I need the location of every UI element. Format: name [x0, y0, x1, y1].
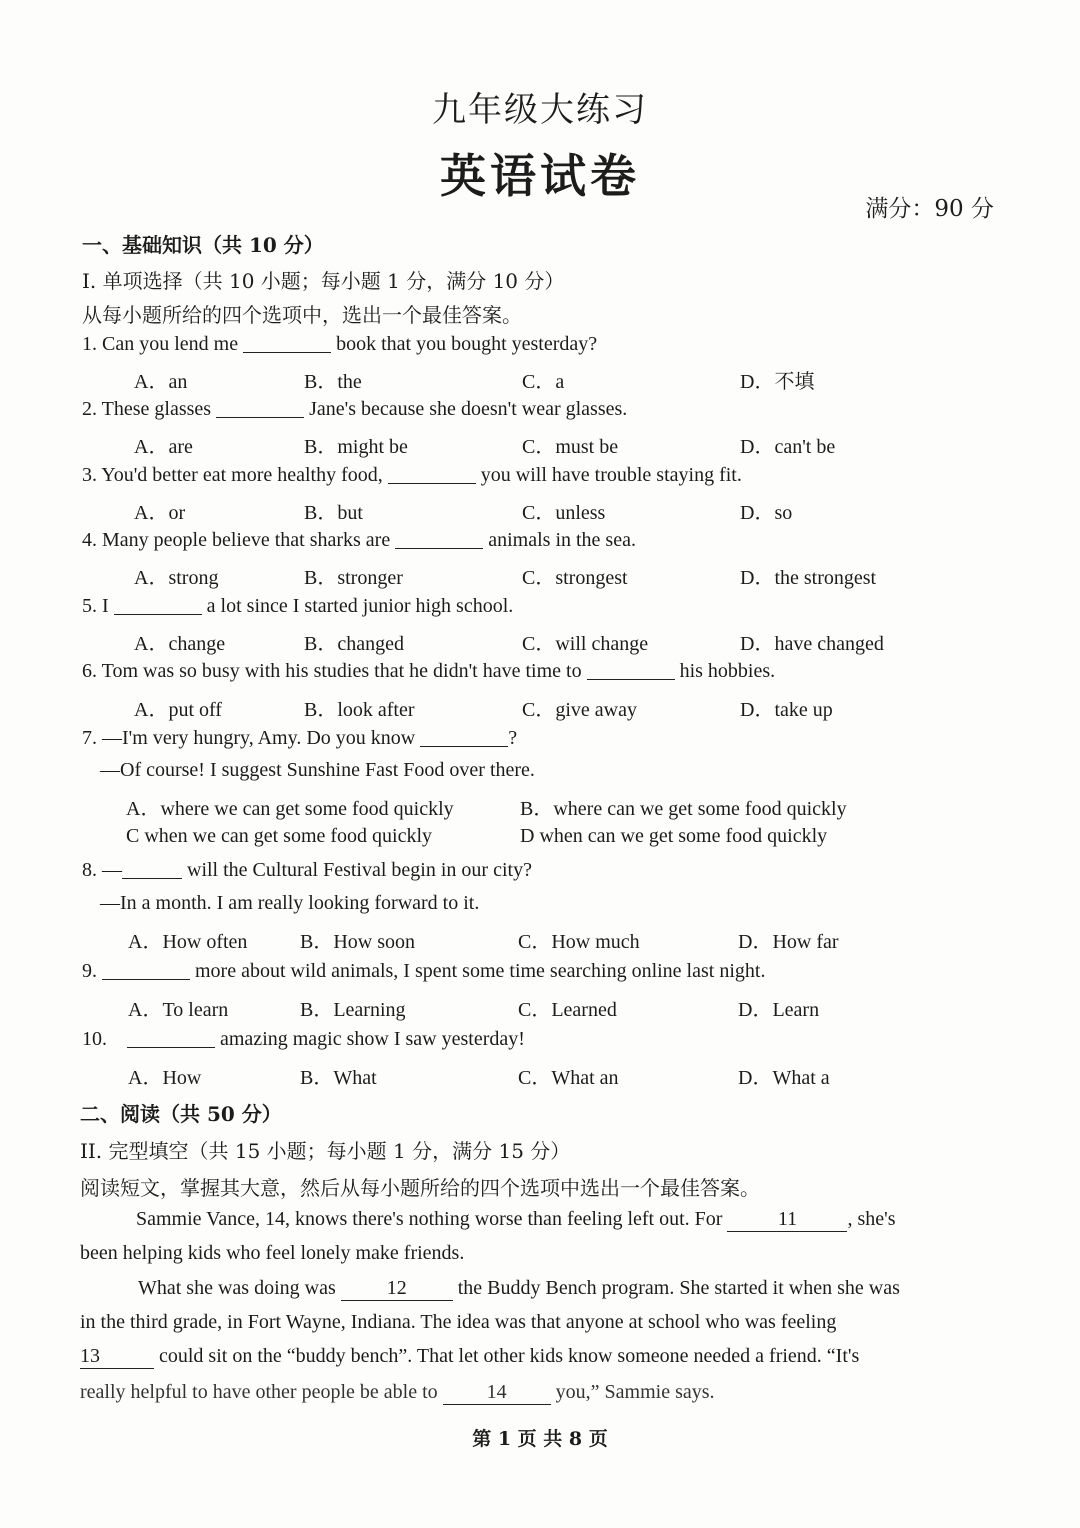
question-4: 4. Many people believe that sharks are animals in the sea. [82, 529, 636, 551]
answer-blank [216, 397, 304, 418]
blank-11: 11 [727, 1208, 847, 1232]
q1-option-c: C．a [522, 371, 565, 393]
question-5: 5. I a lot since I started junior high school. [82, 595, 514, 617]
question-3: 3. You'd better eat more healthy food, you will have trouble staying fit. [82, 464, 742, 486]
passage-line: 13 could sit on the “buddy bench”. That let other kids know someone needed a friend. “It's [80, 1345, 860, 1367]
answer-blank [388, 463, 476, 484]
q8-option-a: A．How often [128, 931, 248, 953]
answer-blank [243, 332, 331, 353]
q2-option-d: D．can't be [740, 436, 836, 458]
part1-subheading: I. 单项选择（共 10 小题；每小题 1 分，满分 10 分） [82, 269, 565, 293]
q8-option-c: C．How much [518, 931, 640, 953]
question-1: 1. Can you lend me book that you bought yesterday? [82, 333, 598, 355]
answer-blank [420, 726, 508, 747]
q1-option-d: D．不填 [740, 371, 815, 393]
q2-option-a: A．are [134, 436, 193, 458]
q10-option-c: C．What an [518, 1067, 619, 1089]
q10-option-a: A．How [128, 1067, 202, 1089]
q3-option-b: B．but [304, 502, 363, 524]
q10-option-b: B．What [300, 1067, 377, 1089]
q10-option-d: D．What a [738, 1067, 830, 1089]
q8-reply: —In a month. I am really looking forward to it. [100, 892, 480, 914]
q1-option-b: B．the [304, 371, 362, 393]
question-10: 10. amazing magic show I saw yesterday! [82, 1028, 525, 1050]
q5-option-a: A．change [134, 633, 226, 655]
q4-option-c: C．strongest [522, 567, 628, 589]
passage-line: What she was doing was 12 the Buddy Bench program. She started it when she was [138, 1277, 900, 1299]
exam-title: 九年级大练习 [432, 90, 648, 130]
passage-line: been helping kids who feel lonely make friends. [80, 1242, 465, 1264]
exam-subtitle: 英语试卷 [440, 149, 640, 203]
q5-option-c: C．will change [522, 633, 649, 655]
q4-option-b: B．stronger [304, 567, 403, 589]
answer-blank [127, 1027, 215, 1048]
answer-blank [102, 959, 190, 980]
page-number: 第 1 页 共 8 页 [472, 1428, 608, 1450]
q9-option-d: D．Learn [738, 999, 820, 1021]
part2-subheading: II. 完型填空（共 15 小题；每小题 1 分，满分 15 分） [80, 1139, 571, 1163]
blank-14: 14 [443, 1381, 551, 1405]
q8-option-d: D．How far [738, 931, 839, 953]
q8-option-b: B．How soon [300, 931, 416, 953]
part2-heading: 二、阅读（共 50 分） [80, 1102, 282, 1126]
question-9: 9. more about wild animals, I spent some time searching online last night. [82, 960, 766, 982]
q1-option-a: A．an [134, 371, 188, 393]
passage-line: Sammie Vance, 14, knows there's nothing worse than feeling left out. For 11 , she's [136, 1208, 896, 1230]
q7-reply: —Of course! I suggest Sunshine Fast Food over there. [100, 759, 535, 781]
answer-blank [587, 659, 675, 680]
question-8: 8. — will the Cultural Festival begin in our city? [82, 859, 532, 881]
q7-option-d: D when can we get some food quickly [520, 825, 828, 847]
q2-option-b: B．might be [304, 436, 408, 458]
part2-instruction: 阅读短文，掌握其大意，然后从每小题所给的四个选项中选出一个最佳答案。 [80, 1176, 760, 1200]
question-2: 2. These glasses Jane's because she doesn't wear glasses. [82, 398, 628, 420]
q9-option-a: A．To learn [128, 999, 229, 1021]
blank-13: 13 [80, 1345, 154, 1369]
q4-option-a: A．strong [134, 567, 219, 589]
q3-option-a: A．or [134, 502, 186, 524]
passage-line: really helpful to have other people be able to 14 you,” Sammie says. [80, 1381, 715, 1403]
q9-option-b: B．Learning [300, 999, 406, 1021]
q4-option-d: D．the strongest [740, 567, 877, 589]
q7-option-c: C when we can get some food quickly [126, 825, 433, 847]
question-6: 6. Tom was so busy with his studies that he didn't have time to his hobbies. [82, 660, 776, 682]
answer-blank [114, 594, 202, 615]
full-score: 满分：90 分 [865, 196, 994, 222]
q6-option-a: A．put off [134, 699, 222, 721]
q7-option-a: A．where we can get some food quickly [126, 798, 454, 820]
q3-option-c: C．unless [522, 502, 606, 524]
q6-option-c: C．give away [522, 699, 637, 721]
q6-option-d: D．take up [740, 699, 833, 721]
q5-option-b: B．changed [304, 633, 404, 655]
part1-heading: 一、基础知识（共 10 分） [82, 233, 324, 257]
q6-option-b: B．look after [304, 699, 415, 721]
part1-instruction: 从每小题所给的四个选项中，选出一个最佳答案。 [82, 303, 522, 327]
blank-12: 12 [341, 1277, 453, 1301]
q9-option-c: C．Learned [518, 999, 617, 1021]
passage-line: in the third grade, in Fort Wayne, Indiana. The idea was that anyone at school who was feeling [80, 1311, 837, 1333]
question-7: 7. —I'm very hungry, Amy. Do you know ? [82, 727, 518, 749]
q5-option-d: D．have changed [740, 633, 884, 655]
q7-option-b: B．where can we get some food quickly [520, 798, 847, 820]
answer-blank [122, 858, 182, 879]
answer-blank [395, 528, 483, 549]
q2-option-c: C．must be [522, 436, 619, 458]
q3-option-d: D．so [740, 502, 793, 524]
